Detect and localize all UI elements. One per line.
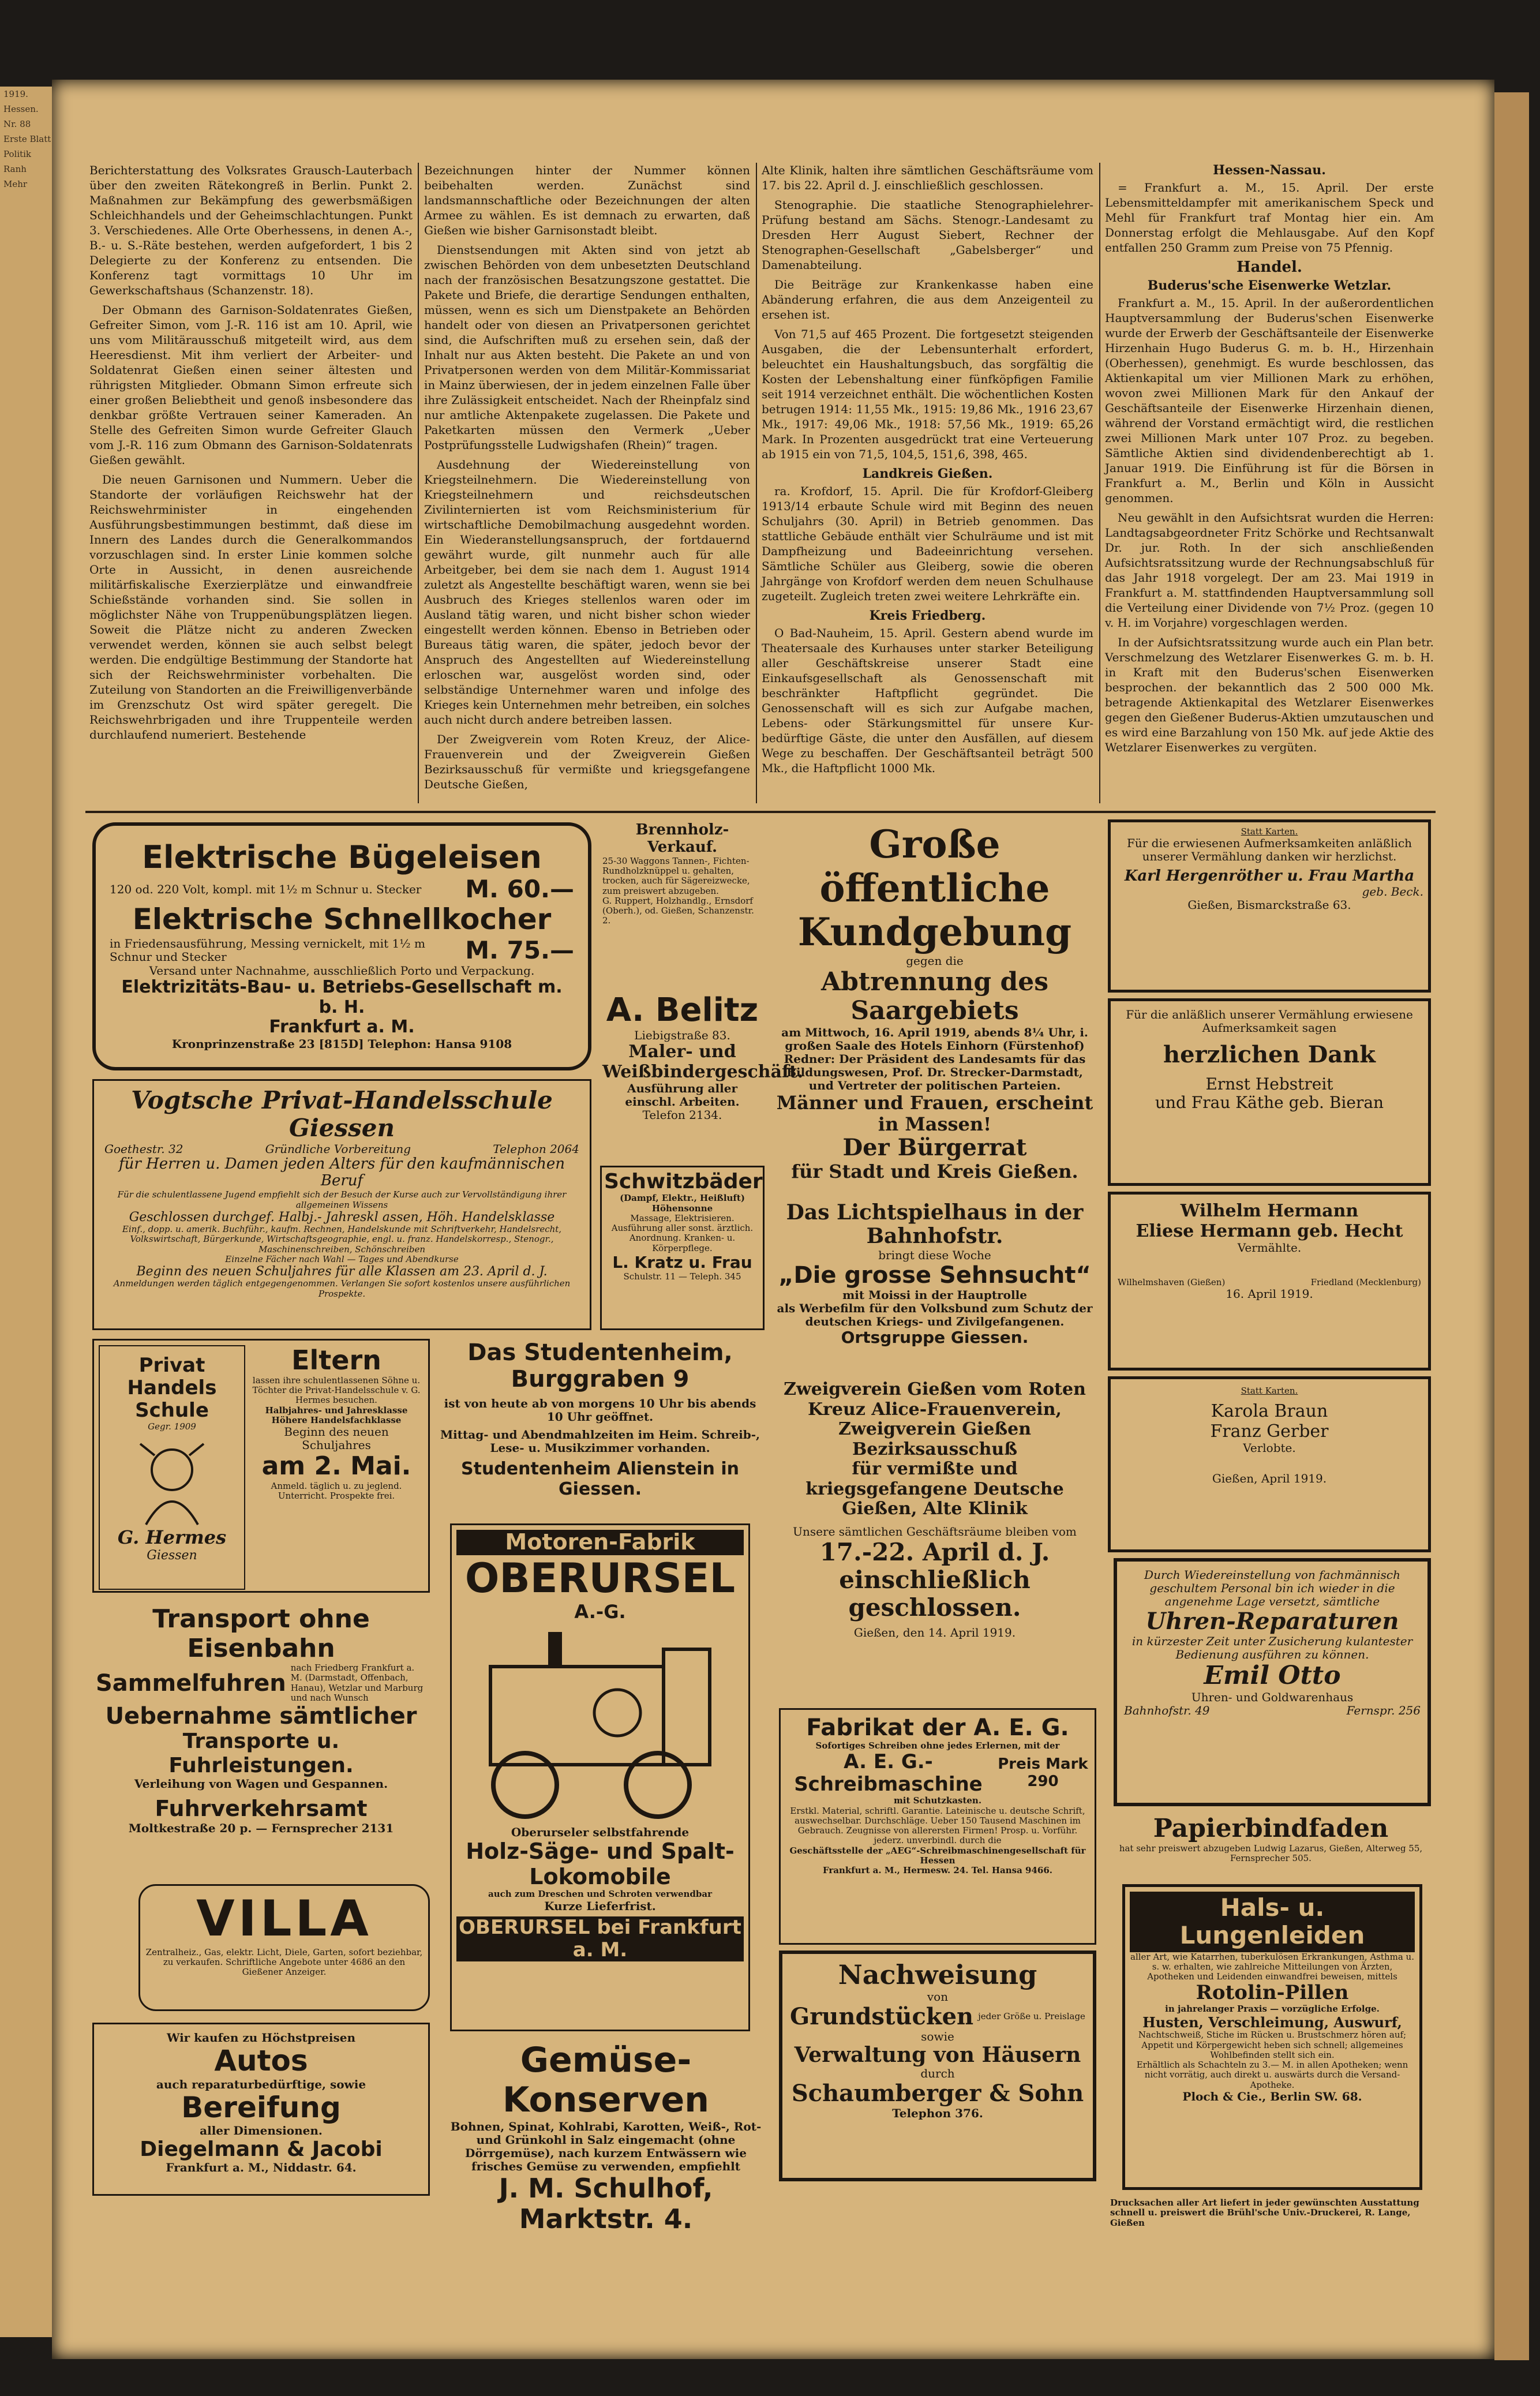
ad-headline: Das Studentenheim, Burggraben 9 bbox=[467, 1339, 733, 1392]
ad-address: Bahnhofstr. 49 bbox=[1124, 1703, 1210, 1717]
ad-autos bbox=[92, 2023, 430, 2196]
ad-hermes-school bbox=[92, 1339, 430, 1593]
ad-logo-text: Privat Handels Schule bbox=[127, 1354, 217, 1422]
ad-text: auch zum Dreschen und Schroten verwendbar bbox=[488, 1889, 713, 1900]
mercury-figure-icon bbox=[129, 1438, 215, 1525]
ad-headline: Uhren-Reparaturen bbox=[1145, 1608, 1399, 1635]
notice-names: Franz Gerber bbox=[1210, 1421, 1329, 1442]
ad-text: durch bbox=[920, 2066, 955, 2081]
ad-headline: Bereifung bbox=[181, 2090, 341, 2124]
ad-headline: Grundstücken bbox=[790, 2002, 974, 2030]
ad-headline: Uebernahme sämtlicher bbox=[105, 1703, 417, 1730]
spine-text: Politik bbox=[3, 149, 32, 159]
article-paragraph: Bezeichnungen hinter der Nummer können beibehalten werden. Zunächst sind landsmannschaftliche oder Bezeichnungen der alten Armee zu wählen. Es ist demnach zu erwarten, daß Gießen wie bisher Garnisonstadt bleibt. bbox=[424, 163, 750, 237]
ad-text: Redner: Der Präsident des Landesamts für das Bildungswesen, Prof. Dr. Strecker-Darmstadt, und Vertreter der politischen Parteien. bbox=[784, 1051, 1086, 1092]
notice-headline: herzlichen Dank bbox=[1163, 1041, 1376, 1068]
notice-names: Karola Braun bbox=[1211, 1401, 1328, 1422]
article-paragraph: Von 71,5 auf 465 Prozent. Die fortgesetzt steigenden Ausgaben, die der Lebensunterhalt erfordert, beleuchtet ein Haushaltungsbuch, das sorgfältig die Kosten der Lebenshaltung einer fünfköpfigen Familie seit 1914 verzeichnet enthält. Die wöchentlichen Kosten betrugen 1914: 11,55 Mk., 1915: 19,86 Mk., 1916 23,67 Mk., 1917: 49,06 Mk., 1918: 57,56 Mk., 1919: 65,26 Mark. In Prozenten ausgedrückt trat eine Verteuerung ab 1915 ein von 71,5, 104,5, 151,6, 398, 465. bbox=[762, 327, 1093, 461]
ad-text: Ausführung aller einschl. Arbeiten. bbox=[625, 1081, 740, 1109]
ad-text: gegen die bbox=[906, 953, 964, 968]
article-paragraph: In der Aufsichtsratssitzung wurde auch ein Plan betr. Verschmelzung des Wetzlarer Eisenwerkes G. m. b. H. in Kraft mit den Buderus'schen Eisenwerken besprochen. der bekanntlich das 2 500 000 Mk. betragende Aktienkapital des Wetzlarer Eisenwerkes gegen den Gießener Buderus-Aktien umzutauschen und es wird eine Barzahlung von 150 Mk. auf jede Aktie des Wetzlarer Eisenwerkes zu vergüten. bbox=[1105, 635, 1434, 754]
ad-vogt-school bbox=[92, 1079, 591, 1330]
ad-canned-vegetables bbox=[436, 2037, 776, 2233]
ad-headline: Hals- u. Lungenleiden bbox=[1130, 1892, 1415, 1952]
ad-phone: Telephon 376. bbox=[892, 2106, 983, 2121]
ad-text: Drucksachen aller Art liefert in jeder gewünschten Ausstattung schnell u. preiswert die Brühl'sche Univ.-Druckerei, R. Lange, Gießen bbox=[1110, 2197, 1419, 2228]
ad-text: Kurze Lieferfrist. bbox=[544, 1899, 656, 1913]
ad-address: Kronprinzenstraße 23 [815D] Telephon: Hansa 9108 bbox=[171, 1036, 512, 1051]
ad-text: Uhren- und Goldwarenhaus bbox=[1191, 1690, 1354, 1704]
ad-price: M. 60.— bbox=[465, 875, 574, 904]
ad-cinema bbox=[770, 1197, 1099, 1371]
notice-text: Für die anläßlich unserer Vermählung erwiesene Aufmerksamkeit sagen bbox=[1126, 1008, 1413, 1035]
ad-phone: Telefon 2134. bbox=[642, 1108, 722, 1122]
ad-address: Goethestr. 32 bbox=[104, 1141, 183, 1156]
ad-logo-text: G. Hermes bbox=[117, 1526, 227, 1548]
notice-header: Statt Karten. bbox=[1241, 1386, 1298, 1396]
section-subheading: Buderus'sche Eisenwerke Wetzlar. bbox=[1147, 278, 1392, 293]
article-paragraph: Alte Klinik, halten ihre sämtlichen Geschäftsräume vom 17. bis 22. April d. J. einschließlich geschlossen. bbox=[762, 163, 1093, 192]
article-paragraph: Die Beiträge zur Krankenkasse haben eine Abänderung erfahren, die aus dem Anzeigenteil zu ersehen ist. bbox=[762, 278, 1093, 321]
ad-text: Bohnen, Spinat, Kohlrabi, Karotten, Weiß-, Rot- und Grünkohl in Salz eingemacht (ohne Dörrgemüse), nach kurzem Entwässern wie frisches Gemüse zu verwenden, empfiehlt bbox=[450, 2120, 762, 2173]
ad-text: bringt diese Woche bbox=[878, 1248, 991, 1262]
ad-text: A.-G. bbox=[574, 1601, 626, 1623]
ad-headline: Der Bürgerrat bbox=[842, 1134, 1027, 1162]
ad-rotolin-pills bbox=[1122, 1884, 1422, 2190]
ad-text: von bbox=[927, 1989, 949, 2004]
article-paragraph: Neu gewählt in den Aufsichtsrat wurden die Herren: Landtagsabgeordneter Fritz Schörke und Rechtsanwalt Dr. jur. Roth. In der sich anschließenden Aufsichtsratssitzung wurde der Rechnungsabschluß für das Jahr 1918 vorgelegt. Der am 23. Mai 1919 in Frankfurt a. M. stattfindenden Hauptversammlung soll die Verteilung einer Dividende von 7½ Proz. (gegen 10 v. H. im Vorjahre) vorgeschlagen werden. bbox=[1105, 511, 1434, 630]
ad-headline: VILLA bbox=[196, 1890, 372, 1948]
column-rule bbox=[418, 163, 419, 803]
ad-product: Rotolin-Pillen bbox=[1196, 1981, 1349, 2005]
notice-names: Eliese Hermann geb. Hecht bbox=[1136, 1221, 1403, 1241]
section-heading: Hessen-Nassau. bbox=[1213, 163, 1326, 178]
ad-address: Gießen, Alte Klinik bbox=[842, 1499, 1028, 1519]
ad-company: Emil Otto bbox=[1204, 1661, 1341, 1690]
ad-text: Gründliche Vorbereitung bbox=[265, 1141, 411, 1156]
ad-text: für Stadt und Kreis Gießen. bbox=[791, 1160, 1078, 1183]
spine-text: 1919. bbox=[3, 89, 28, 99]
ad-text: Husten, Verschleimung, Auswurf, bbox=[1142, 2013, 1402, 2031]
ad-headline: Autos bbox=[214, 2044, 308, 2077]
article-paragraph: O Bad-Nauheim, 15. April. Gestern abend wurde im Theatersaale des Kurhauses unter starker Beteiligung aller Geschäftskreise unserer Stadt eine Einkaufsgesellschaft als Genossenschaft mit beschränkter Haftpflicht gegründet. Die Genossenschaft will es sich zur Aufgabe machen, Lebens- oder Stärkungsmittel für unsere Kur- bedürftige Gäste, die unter den Ausfällen, auf diesem Wege zu beschaffen. Der Geschäftsanteil beträgt 500 Mk., die Haftpflicht 1000 Mk. bbox=[762, 626, 1093, 775]
notice-names: und Frau Käthe geb. Bieran bbox=[1155, 1093, 1384, 1113]
section-divider bbox=[85, 811, 1436, 813]
ad-product: A. E. G.-Schreibmaschine bbox=[794, 1750, 983, 1796]
ad-headline: Verwaltung von Häusern bbox=[794, 2042, 1081, 2067]
ad-text: mit Moissi in der Hauptrolle bbox=[842, 1287, 1027, 1302]
ad-company: Geschäftsstelle der „AEG“-Schreibmaschinengesellschaft für Hessen bbox=[789, 1845, 1086, 1866]
ad-text: (Dampf, Elektr., Heißluft) Höhensonne bbox=[620, 1193, 745, 1214]
article-column-1 bbox=[89, 163, 413, 806]
ad-text: Zentralheiz., Gas, elektr. Licht, Diele, Garten, sofort beziehbar, zu verkaufen. Schriftliche Angebote unter 4686 an den Gießener Anzeiger. bbox=[145, 1946, 423, 1978]
ad-company: Fuhrverkehrsamt bbox=[155, 1795, 368, 1821]
ad-headline: Das Lichtspielhaus in der Bahnhofstr. bbox=[786, 1200, 1084, 1249]
article-paragraph: Frankfurt a. M., 15. April. In der außerordentlichen Hauptversammlung der Buderus'schen Eisenwerke wurde der Erwerb der Geschäftsanteile der Eisenwerke Hirzenhain Hugo Buderus G. m. b. H., Hirzenhain (Oberhessen), genehmigt. Es wurde beschlossen, das Aktienkapital um vier Millionen Mark zu erhöhen, wovon zwei Millionen Mark für den Ankauf der Geschäftsanteile der Eisenwerke Hirzenhain dienen, während der Vorstand ermächtigt wird, die restlichen zwei Millionen Mark unter 107 Proz. zu begeben. Sämtliche Aktien sind dividendenberechtigt ab 1. Januar 1919. Die Einführung ist für die Börsen in Frankfurt a. M., Berlin und Köln in Aussicht genommen. bbox=[1105, 296, 1434, 505]
ad-text: auch reparaturbedürftige, sowie bbox=[156, 2077, 366, 2091]
ad-text: Maler- und Weißbindergeschäft. bbox=[602, 1042, 804, 1082]
ad-text: aller Art, wie Katarrhen, tuberkulösen Erkrankungen, Asthma u. s. w. erhalten, wie zahlreiche Mitteilungen von Ärzten, Apotheken und Leidenden einwandfrei beweisen, mittels bbox=[1130, 1951, 1414, 1982]
section-heading: Kreis Friedberg. bbox=[869, 608, 986, 623]
ad-firewood bbox=[600, 819, 765, 987]
article-paragraph: Ausdehnung der Wiedereinstellung von Kriegsteilnehmern. Die Wiedereinstellung von Kriegsteilnehmern und reichsdeutschen Zivilinternierten ist vom Reichsministerium für wirtschaftliche Demobilmachung ausgedehnt worden. Ein Wiederanstellungsanspruch, der fortdauernd gewährt wurde, gilt nunmehr auch für alle Arbeitgeber, bei dem sie nach dem 1. August 1914 zuletzt als Angestellte beschäftigt waren, wenn sie bei Ausbruch des Krieges stellenlos waren oder im Ausland tätig waren, und nicht bisher schon wieder eingestellt werden können. Ebenso in Betrieben oder Bureaus tätig waren, die später, jedoch bevor der Anspruch des Angestellten auf Wiedereinstellung erloschen war, ausgelöst worden sind, oder selbständige Unternehmer waren und infolge des Krieges kein Unternehmen mehr betreiben, ein solches auch nicht durch andere betreiben lassen. bbox=[424, 458, 750, 727]
article-paragraph: ra. Krofdorf, 15. April. Die für Krofdorf-Gleiberg 1913/14 erbaute Schule wird mit Beginn des neuen Schuljahrs (30. April) in Betrieb genommen. Das stattliche Gebäude enthält vier Schulräume und ist mit Dampfheizung und Badeeinrichtung versehen. Sämtliche Schüler aus Gleiberg, sowie die oberen Jahrgänge von Krofdorf werden dem neuen Schulhause zugeteilt. Zugleich treten zwei weitere Lehrkräfte ein. bbox=[762, 484, 1093, 603]
article-paragraph: Stenographie. Die staatliche Stenographielehrer-Prüfung bestand am Sächs. Stenogr.-Landesamt zu Dresden Herr August Siebert, Rechner der Stenographen-Gesellschaft „Gabelsberger“ und Damenabteilung. bbox=[762, 198, 1093, 272]
notice-place: Wilhelmshaven (Gießen) bbox=[1118, 1277, 1226, 1287]
ad-text: Ortsgruppe Giessen. bbox=[841, 1327, 1029, 1347]
ad-text: Einzelne Fächer nach Wahl — Tages und Abendkurse bbox=[225, 1253, 459, 1264]
notice-date: Gießen, April 1919. bbox=[1212, 1472, 1327, 1486]
ad-headline: Motoren-Fabrik bbox=[456, 1530, 744, 1555]
article-column-4 bbox=[1105, 163, 1434, 806]
ad-oberursel-motors bbox=[450, 1523, 750, 2031]
spine-text: Erste Blatt bbox=[3, 134, 51, 144]
ad-headline: Abtrennung des Saargebiets bbox=[821, 967, 1048, 1026]
ad-text: Männer und Frauen, erscheint in Massen! bbox=[776, 1091, 1093, 1135]
ad-text: Gegr. 1909 bbox=[148, 1421, 196, 1432]
notice-hergenroether bbox=[1108, 819, 1431, 993]
ad-text: ist von heute ab von morgens 10 Uhr bis abends 10 Uhr geöffnet. bbox=[444, 1397, 756, 1424]
spine-text: Ranh bbox=[3, 164, 27, 174]
ad-text: als Werbefilm für den Volksbund zum Schutz der deutschen Kriegs- und Zivilgefangenen. bbox=[777, 1301, 1093, 1328]
article-paragraph: Der Obmann des Garnison-Soldatenrates Gießen, Gefreiter Simon, vom J.-R. 116 ist am 10. April, wie uns vom Militärausschuß mitgeteilt wird, aus dem Heeresdienst. Mit ihm verliert der Arbeiter- und Soldatenrat Gießen einen seiner ältesten und rührigsten Mitglieder. Obmann Simon erfreute sich einer großen Beliebtheit und genoß insbesondere das denkbar größte Vertrauen seiner Kameraden. An Stelle des Gefreiten Simon wurde Gefreiter Glauch vom J.-R. 116 zum Obmann des Garnison-Soldatenrats Gießen gewählt. bbox=[89, 303, 413, 467]
ad-text: am Mittwoch, 16. April 1919, abends 8¼ Uhr, i. großen Saale des Hotels Einhorn (Fürstenhof) bbox=[781, 1025, 1088, 1053]
ad-text: mit Schutzkasten. bbox=[893, 1795, 982, 1806]
notice-names: Ernst Hebstreit bbox=[1205, 1075, 1333, 1094]
ad-address: G. Ruppert, Holzhandlg., Ernsdorf (Oberh.), od. Gießen, Schanzenstr. 2. bbox=[602, 895, 754, 926]
ad-headline: Sammelfuhren bbox=[96, 1669, 286, 1697]
ad-text: Erhältlich als Schachteln zu 3.— M. in allen Apotheken; wenn nicht vorrätig, auch direkt u. auswärts durch die Versand-Apotheke. bbox=[1136, 2060, 1408, 2090]
article-paragraph: Dienstsendungen mit Akten sind von jetzt ab zwischen Behörden von dem unbesetzten Deutschland nach der französischen Besatzungszone gestattet. Die Pakete und Briefe, die derartige Sendungen enthalten, müssen, wenn es sich um Dienstpakete an Behörden handelt oder von diesen an Privatpersonen gerichtet sind, die Aufschriften muß zu ersehen sein, daß der Inhalt nur aus Akten besteht. Die Pakete an und von Privatpersonen werden von dem Militär-Kommissariat in Mainz überwiesen, der in jedem einzelnen Falle über ihre Zulässigkeit entscheidet. Nach der Rheinpfalz sind nur amtliche Aktenpakete zugelassen. Die Pakete und Paketkarten müssen den Vermerk „Ueber Postprüfungsstelle Ludwigshafen (Rhein)“ tragen. bbox=[424, 243, 750, 452]
ad-company: Diegelmann & Jacobi bbox=[140, 2137, 383, 2161]
notice-text: geb. Beck. bbox=[1362, 885, 1423, 899]
ad-text: Durch Wiedereinstellung von fachmännisch geschultem Personal bin ich wieder in die angenehme Lage versetzt, sämtliche bbox=[1144, 1568, 1400, 1608]
ad-text: Nachtschweiß, Stiche im Rücken u. Brustschmerz hören auf; Appetit und Körpergewicht heben sich schnell; allgemeines Wohlbefinden stellt sich ein. bbox=[1138, 2030, 1407, 2060]
ad-text: Sofortiges Schreiben ohne jedes Erlernen, mit der bbox=[815, 1740, 1060, 1751]
ad-text: Unsere sämtlichen Geschäftsräume bleiben vom bbox=[793, 1524, 1077, 1538]
ad-address: Schulstr. 11 — Teleph. 345 bbox=[623, 1271, 741, 1282]
ad-text: Halbjahres- und Jahresklasse Höhere Handelsfachklasse bbox=[265, 1405, 408, 1425]
ad-text: in jahrelanger Praxis — vorzügliche Erfolge. bbox=[1165, 2004, 1380, 2015]
next-page-edge bbox=[1494, 92, 1529, 2360]
ad-headline: 17.-22. April d. J. einschließlich geschlossen. bbox=[819, 1537, 1050, 1622]
ad-headline: Vogtsche Privat-Handelsschule Giessen bbox=[131, 1086, 553, 1143]
ad-text: Einf., dopp. u. amerik. Buchführ., kaufm. Rechnen, Handelskunde mit Schriftverkehr, Handelsrecht, Volkswirtschaft, Bürgerkunde, Wirtschaftsgeographie, engl. u. franz. Handelskorresp., Stenogr., Maschinenschreiben, Schönschreiben bbox=[122, 1224, 562, 1255]
notice-date: 16. April 1919. bbox=[1226, 1287, 1313, 1301]
ad-address: Moltkestraße 20 p. — Fernsprecher 2131 bbox=[128, 1821, 394, 1835]
column-rule bbox=[756, 163, 757, 803]
section-heading: Landkreis Gießen. bbox=[862, 466, 993, 481]
ad-city: Giessen bbox=[147, 1548, 197, 1563]
ad-date: am 2. Mai. bbox=[261, 1451, 411, 1481]
ad-text: in kürzester Zeit unter Zusicherung kulantester Bedienung ausführen zu können. bbox=[1131, 1634, 1413, 1661]
ad-red-cross bbox=[770, 1376, 1099, 1705]
ad-text: Verleihung von Wagen und Gespannen. bbox=[134, 1776, 388, 1791]
article-column-3 bbox=[762, 163, 1093, 806]
ad-text: Beginn des neuen Schuljahres für alle Klassen am 23. April d. J. bbox=[136, 1264, 548, 1279]
ad-rally bbox=[770, 819, 1099, 1195]
ad-phone: Telephon 2064 bbox=[493, 1141, 579, 1156]
article-paragraph: Berichterstattung des Volksrates Grausch-Lauterbach über den zweiten Rätekongreß in Berlin. Punkt 2. Maßnahmen zur Bekämpfung des gewerbsmäßigen Schleichhandels und der Geheimschlachtungen. Punkt 3. Verschiedenes. Alle Orte Oberhessens, in denen A.-, B.- u. S.-Räte bestehen, werden aufgefordert, 1 bis 2 Delegierte zu der Konferenz zu entsenden. Die Konferenz tagt vormittags 10 Uhr im Gewerkschaftshaus (Schanzenstr. 18). bbox=[89, 163, 413, 297]
ad-text: Für die schulentlassene Jugend empfiehlt sich der Besuch der Kurse auch zur Vervollständigung ihrer allgemeinen Wissens bbox=[117, 1189, 567, 1210]
ad-date: Gießen, den 14. April 1919. bbox=[853, 1626, 1016, 1640]
ad-text: sowie bbox=[921, 2029, 954, 2043]
ad-text: lassen ihre schulentlassenen Söhne u. Töchter die Privat-Handelsschule v. G. Hermes besuchen. bbox=[252, 1375, 421, 1406]
ad-text: für Herren u. Damen jeden Alters für den kaufmännischen Beruf bbox=[119, 1155, 565, 1190]
ad-headline: Schwitzbäder bbox=[604, 1170, 763, 1193]
spine-text: Hessen. bbox=[3, 104, 39, 114]
ad-aeg-typewriter bbox=[779, 1708, 1096, 1945]
section-heading: Handel. bbox=[1237, 259, 1302, 276]
hermes-logo-panel bbox=[99, 1345, 245, 1590]
ad-price: M. 75.— bbox=[465, 935, 574, 964]
ad-headline: Papierbindfaden bbox=[1153, 1814, 1389, 1843]
column-rule bbox=[1099, 163, 1100, 803]
article-paragraph: Der Zweigverein vom Roten Kreuz, der Alice-Frauenverein und der Zweigverein Gießen Bezirksausschuß für vermißte und kriegsgefangene Deutsche Gießen, bbox=[424, 732, 750, 791]
spine-text: Nr. 88 bbox=[3, 119, 31, 129]
ad-text: Beginn des neuen Schuljahres bbox=[284, 1425, 389, 1452]
ad-company: L. Kratz u. Frau bbox=[612, 1252, 752, 1272]
ad-villa bbox=[138, 1884, 430, 2011]
ad-text: jeder Größe u. Preislage bbox=[978, 2011, 1085, 2022]
ad-headline: Nachweisung bbox=[838, 1959, 1037, 1990]
ad-printing bbox=[1108, 2196, 1434, 2242]
locomobile-illustration-icon bbox=[467, 1626, 733, 1822]
notice-text: Verlobte. bbox=[1243, 1441, 1296, 1455]
ad-sweat-baths bbox=[600, 1166, 765, 1330]
ad-text: Erstkl. Material, schriftl. Garantie. Lateinische u. deutsche Schrift, auswechselbar. Durchschläge. Ueber 150 Tausend Maschinen im Gebrauch. Zeugnisse von allerersten Firmen! Prosp. u. Vorführ. jederz. unverbindl. durch die bbox=[790, 1805, 1085, 1846]
spine-text: Mehr bbox=[3, 179, 28, 189]
ad-text: Massage, Elektrisieren. Ausführung aller sonst. ärztlich. Anordnung. Kranken- u. Körperpflege. bbox=[611, 1212, 754, 1253]
ad-text: Anmeldungen werden täglich entgegengenommen. Verlangen Sie sofort kostenlos unsere ausführlichen Prospekte. bbox=[113, 1278, 571, 1299]
ad-emil-otto bbox=[1114, 1558, 1431, 1806]
ad-company: Ploch & Cie., Berlin SW. 68. bbox=[1182, 2089, 1362, 2103]
ad-company: Schaumberger & Sohn bbox=[791, 2080, 1084, 2107]
ad-text: Geschlossen durchgef. Halbj.- Jahreskl assen, Höh. Handelsklasse bbox=[129, 1210, 555, 1225]
ad-belitz bbox=[600, 990, 804, 1163]
notice-names: Wilhelm Hermann bbox=[1180, 1201, 1359, 1221]
ad-text: 25-30 Waggons Tannen-, Fichten-Rundholzknüppel u. gehalten, trocken, auch für Sägereizwecke, zum preiswert abzugeben. bbox=[602, 855, 750, 896]
ad-text: 120 od. 220 Volt, kompl. mit 1½ m Schnur u. Stecker bbox=[110, 882, 422, 896]
ad-headline: A. Belitz bbox=[606, 991, 759, 1029]
ad-text: aller Dimensionen. bbox=[200, 2124, 323, 2137]
ad-phone: Fernspr. 256 bbox=[1346, 1703, 1421, 1717]
notice-hebstreit bbox=[1108, 998, 1431, 1186]
ad-real-estate bbox=[779, 1951, 1096, 2181]
ad-text: hat sehr preiswert abzugeben Ludwig Lazarus, Gießen, Alterweg 55, Fernsprecher 505. bbox=[1119, 1843, 1423, 1863]
adjacent-page-edge bbox=[0, 87, 57, 2337]
ad-headline: Gemüse-Konserven bbox=[503, 2040, 709, 2120]
notice-address: Gießen, Bismarckstraße 63. bbox=[1187, 898, 1351, 912]
ad-paper-twine bbox=[1108, 1812, 1434, 1878]
article-paragraph: Die neuen Garnisonen und Nummern. Ueber die Standorte der vorläufigen Reichswehr hat der Reichswehrminister in eingehenden Ausführungsbestimmungen bestimmt, daß diese im Innern des Landes durch die Generalkommandos vorzuschlagen sind. In erster Linie kommen solche Orte in Aussicht, in denen ausreichende militärfiskalische Exerzierplätze und einwandfreie Schießstände vorhanden sind. Sie sollen in möglichster Nähe von Truppenübungsplätzen liegen. Soweit die Plätze nicht zu anderen Zwecken verwendet werden, können sie auch selbst belegt werden. Die endgültige Bestimmung der Standorte hat sich der Reichswehrminister vorbehalten. Die Zuteilung von Standorten an die Freiwilligenverbände im Grenzschutz Ost wird später geregelt. Die Reichswehrbrigaden und ihre Truppenteile werden durchlaufend numeriert. Bestehende bbox=[89, 473, 413, 742]
ad-company: J. M. Schulhof, Marktstr. 4. bbox=[499, 2173, 713, 2234]
notice-names: Karl Hergenröther u. Frau Martha bbox=[1124, 867, 1415, 885]
ad-text: Mittag- und Abendmahlzeiten im Heim. Schreib-, Lese- u. Musikzimmer vorhanden. bbox=[440, 1428, 760, 1455]
ad-company: Elektrizitäts-Bau- u. Betriebs-Gesellschaft m. b. H. bbox=[121, 977, 563, 1017]
article-column-2 bbox=[424, 163, 750, 806]
ad-text: Wir kaufen zu Höchstpreisen bbox=[166, 2031, 356, 2045]
ad-text: Oberurseler selbstfahrende bbox=[511, 1825, 690, 1839]
ad-headline: Transport ohne Eisenbahn bbox=[152, 1604, 370, 1663]
ad-brand: OBERURSEL bbox=[464, 1554, 736, 1602]
ad-headline: Große öffentliche Kundgebung bbox=[797, 822, 1072, 954]
ad-brand: OBERURSEL bei Frankfurt a. M. bbox=[456, 1916, 744, 1961]
ad-headline: Transporte u. Fuhrleistungen. bbox=[168, 1729, 354, 1777]
article-paragraph: = Frankfurt a. M., 15. April. Der erste Lebensmitteldampfer mit amerikanischem Speck und Mehl für Frankfurt traf Montag hier ein. Am Donnerstag erfolgt die Mehlausgabe. Auf den Kopf entfallen 250 Gramm zum Preise von 75 Pfennig. bbox=[1105, 181, 1434, 254]
ad-text: Anmeld. täglich u. zu jeglend. Unterricht. Prospekte frei. bbox=[271, 1480, 402, 1501]
ad-headline: Eltern bbox=[291, 1345, 381, 1376]
notice-header: Statt Karten. bbox=[1241, 826, 1298, 837]
notice-place: Friedland (Mecklenburg) bbox=[1310, 1277, 1421, 1287]
notice-braun bbox=[1108, 1376, 1431, 1552]
notice-hermann bbox=[1108, 1192, 1431, 1371]
notice-text: Vermählte. bbox=[1237, 1241, 1302, 1255]
ad-headline: Fabrikat der A. E. G. bbox=[806, 1714, 1069, 1741]
ad-text: für vermißte und kriegsgefangene Deutsche bbox=[805, 1459, 1064, 1499]
ad-headline: Elektrische Bügeleisen bbox=[142, 839, 542, 875]
ad-transport bbox=[92, 1601, 430, 1878]
ad-film-title: „Die grosse Sehnsucht“ bbox=[778, 1261, 1091, 1289]
ad-city: Frankfurt a. M. bbox=[269, 1017, 415, 1038]
ad-address: Frankfurt a. M., Niddastr. 64. bbox=[166, 2161, 357, 2175]
ad-text: Versand unter Nachnahme, ausschließlich Porto und Verpackung. bbox=[149, 964, 535, 978]
ad-headline: Zweigverein Gießen vom Roten Kreuz Alice-Frauenverein, Zweigverein Gießen Bezirksausschuß bbox=[784, 1379, 1086, 1459]
ad-price: Preis Mark 290 bbox=[998, 1755, 1088, 1791]
ad-address: Liebigstraße 83. bbox=[634, 1028, 730, 1043]
ad-student-hostel bbox=[436, 1336, 765, 1521]
ad-text: in Friedensausführung, Messing vernickelt, mit 1½ m Schnur und Stecker bbox=[110, 937, 425, 964]
ad-headline: Holz-Säge- und Spalt-Lokomobile bbox=[466, 1838, 735, 1889]
ad-headline: Brennholz-Verkauf. bbox=[635, 821, 729, 856]
ad-headline: Elektrische Schnellkocher bbox=[132, 903, 552, 937]
ad-electric-irons bbox=[92, 822, 591, 1070]
ad-text: nach Friedberg Frankfurt a. M. (Darmstadt, Offenbach, Hanau), Wetzlar und Marburg und nach Wunsch bbox=[290, 1663, 424, 1703]
ad-address: Frankfurt a. M., Hermesw. 24. Tel. Hansa 9466. bbox=[822, 1865, 1053, 1876]
notice-text: Für die erwiesenen Aufmerksamkeiten anläßlich unserer Vermählung danken wir herzlichst. bbox=[1126, 836, 1412, 864]
ad-company: Studentenheim Alienstein in Giessen. bbox=[461, 1459, 739, 1499]
